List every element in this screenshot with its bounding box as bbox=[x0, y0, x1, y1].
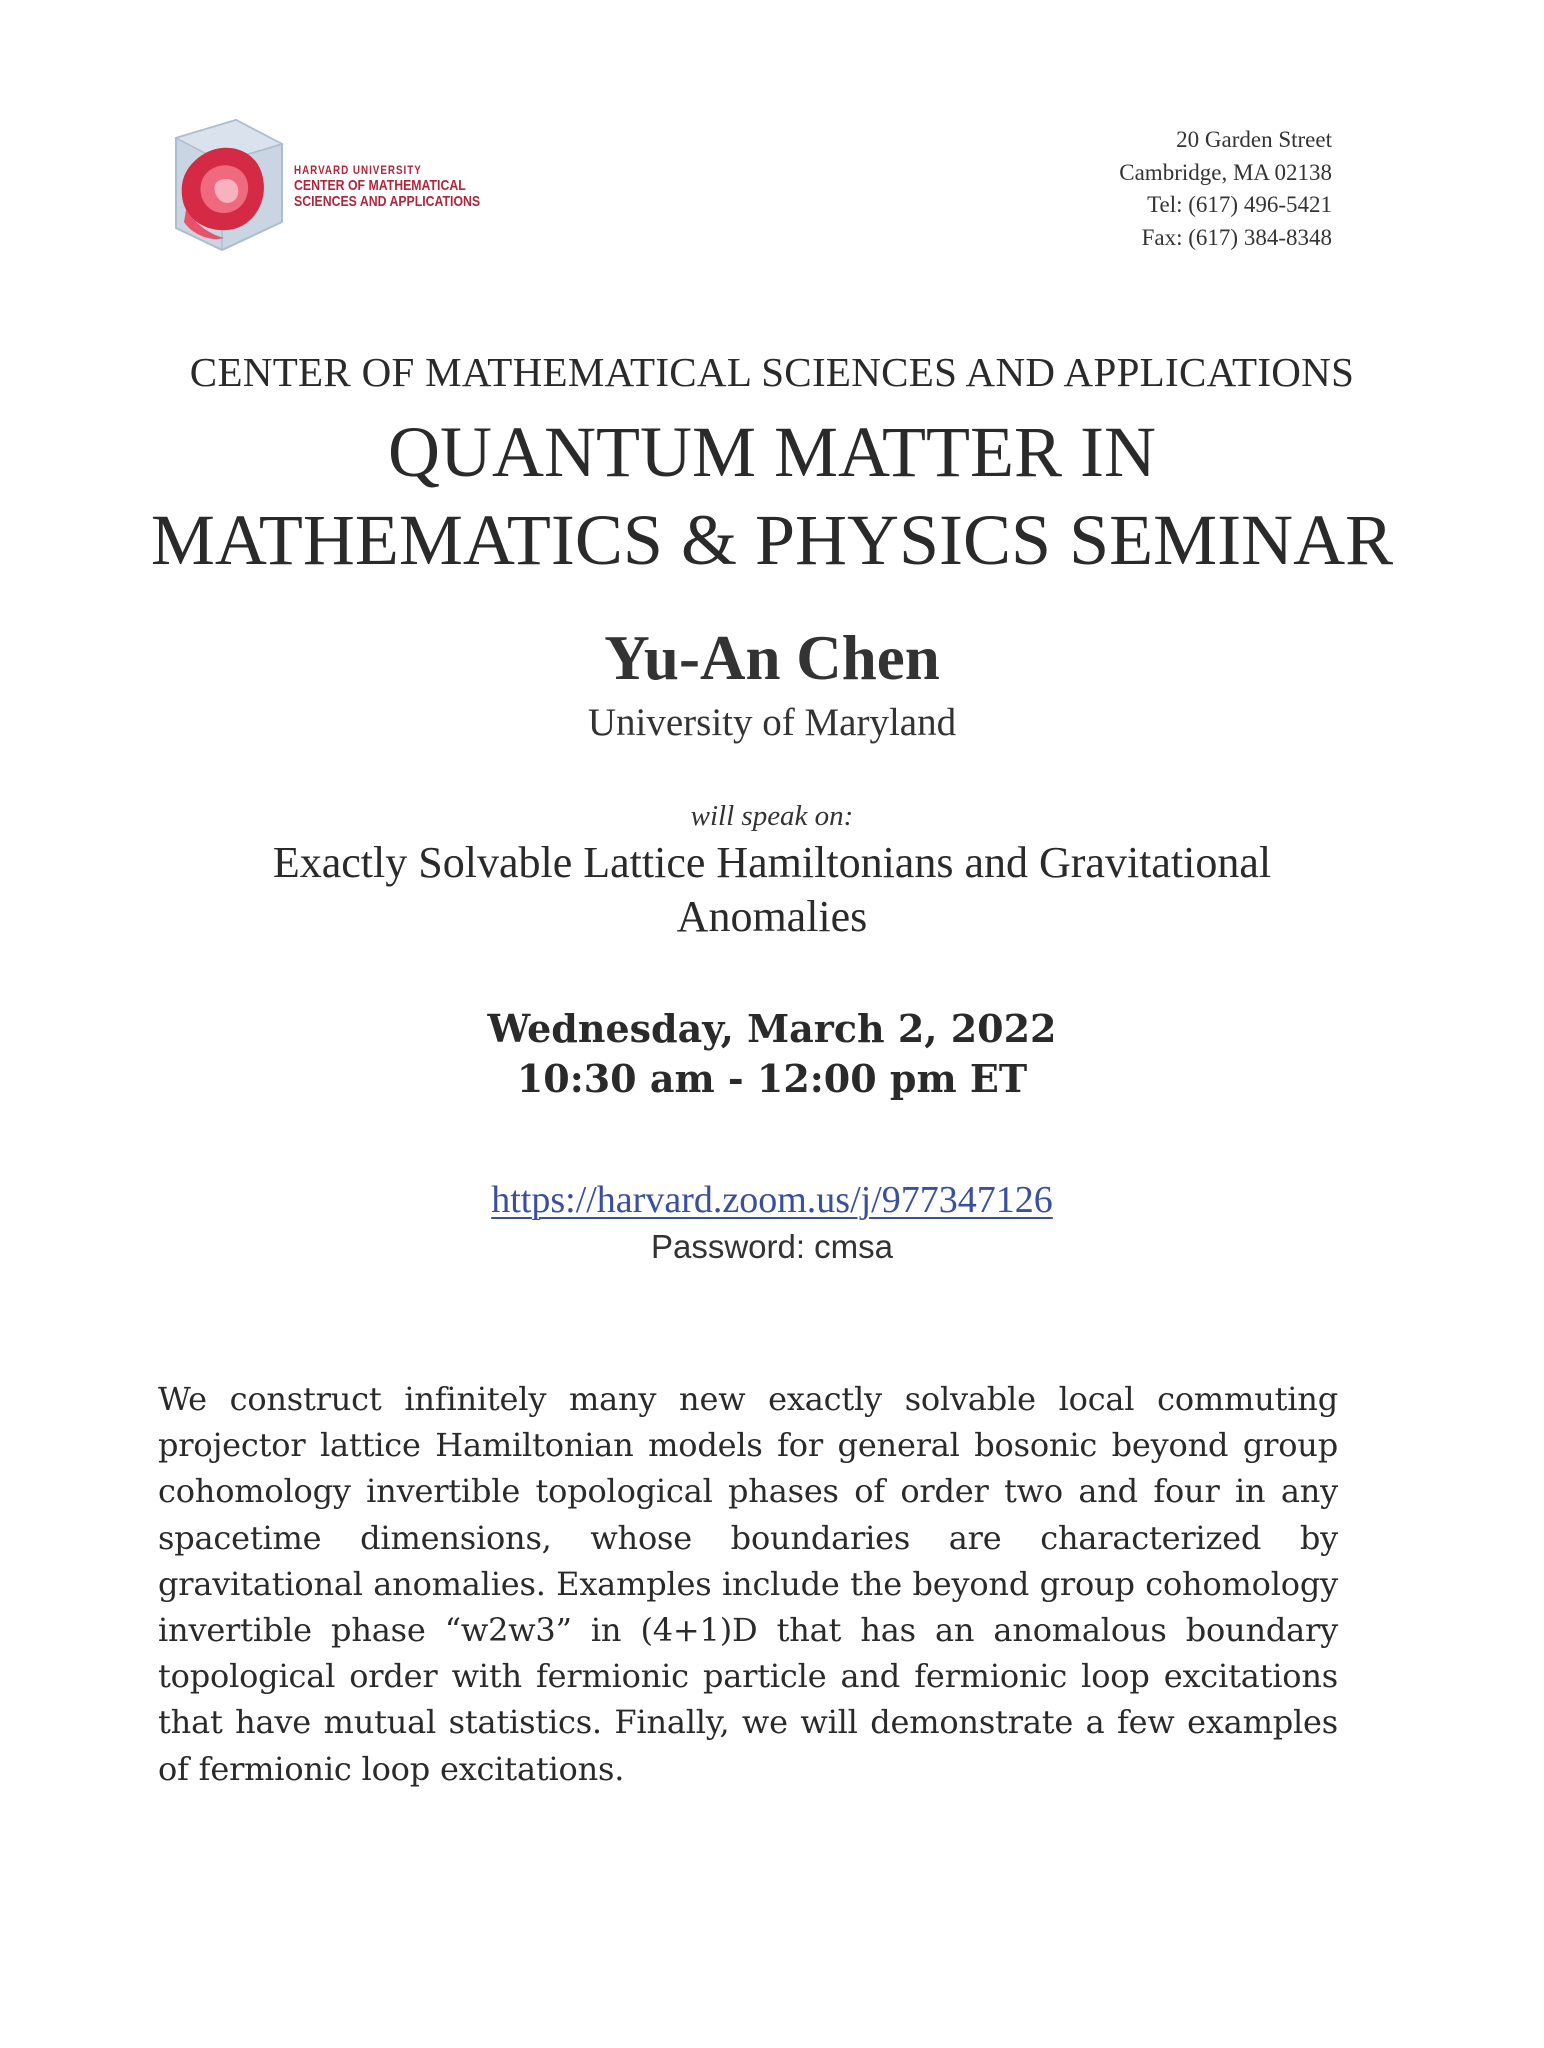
logo-center-label: CENTER OF MATHEMATICAL bbox=[294, 177, 466, 194]
talk-title: Exactly Solvable Lattice Hamiltonians and Gravitational Anomalies bbox=[272, 838, 1272, 941]
zoom-link-row bbox=[0, 1178, 1544, 1222]
event-date: Wednesday, March 2, 2022 bbox=[487, 1006, 1057, 1051]
event-time: 10:30 am - 12:00 pm ET bbox=[516, 1056, 1028, 1101]
seminar-title-line2: MATHEMATICS & PHYSICS SEMINAR bbox=[150, 500, 1394, 580]
seminar-title bbox=[0, 408, 1544, 584]
abstract-text: We construct infinitely many new exactly solvable local commuting projector lattice Hamiltonian models for general bosonic beyond group cohomology invertible topological phases of order two and four in any spacetime dimensions, whose boundaries are characterized by gravitational anomalies. Examples include the beyond group cohomology invertible phase “w2w3” in (4+1)D that has an anomalous boundary topological order with fermionic particle and fermionic loop excitations that have mutual statistics. Finally, we will demonstrate a few examples of fermionic loop excitations. bbox=[158, 1380, 1338, 1788]
address-street: 20 Garden Street bbox=[1176, 127, 1332, 152]
cmsa-cube-logo-icon bbox=[158, 118, 288, 258]
will-speak-label: will speak on: bbox=[690, 800, 854, 832]
logo-university-label: HARVARD UNIVERSITY bbox=[294, 163, 422, 177]
seminar-title-line1: QUANTUM MATTER IN bbox=[388, 412, 1156, 492]
center-name-heading: CENTER OF MATHEMATICAL SCIENCES AND APPLICATIONS bbox=[189, 349, 1355, 395]
zoom-link[interactable]: https://harvard.zoom.us/j/977347126 bbox=[491, 1179, 1053, 1221]
logo-sciences-label: SCIENCES AND APPLICATIONS bbox=[294, 193, 481, 210]
address-tel: Tel: (617) 496-5421 bbox=[1147, 192, 1332, 217]
speaker-name: Yu-An Chen bbox=[604, 623, 940, 693]
address-block bbox=[1119, 124, 1332, 254]
address-fax: Fax: (617) 384-8348 bbox=[1141, 224, 1332, 250]
speaker-affiliation: University of Maryland bbox=[587, 701, 957, 744]
cmsa-logo bbox=[158, 118, 488, 263]
address-city: Cambridge, MA 02138 bbox=[1119, 159, 1332, 185]
zoom-password: Password: cmsa bbox=[650, 1228, 894, 1265]
